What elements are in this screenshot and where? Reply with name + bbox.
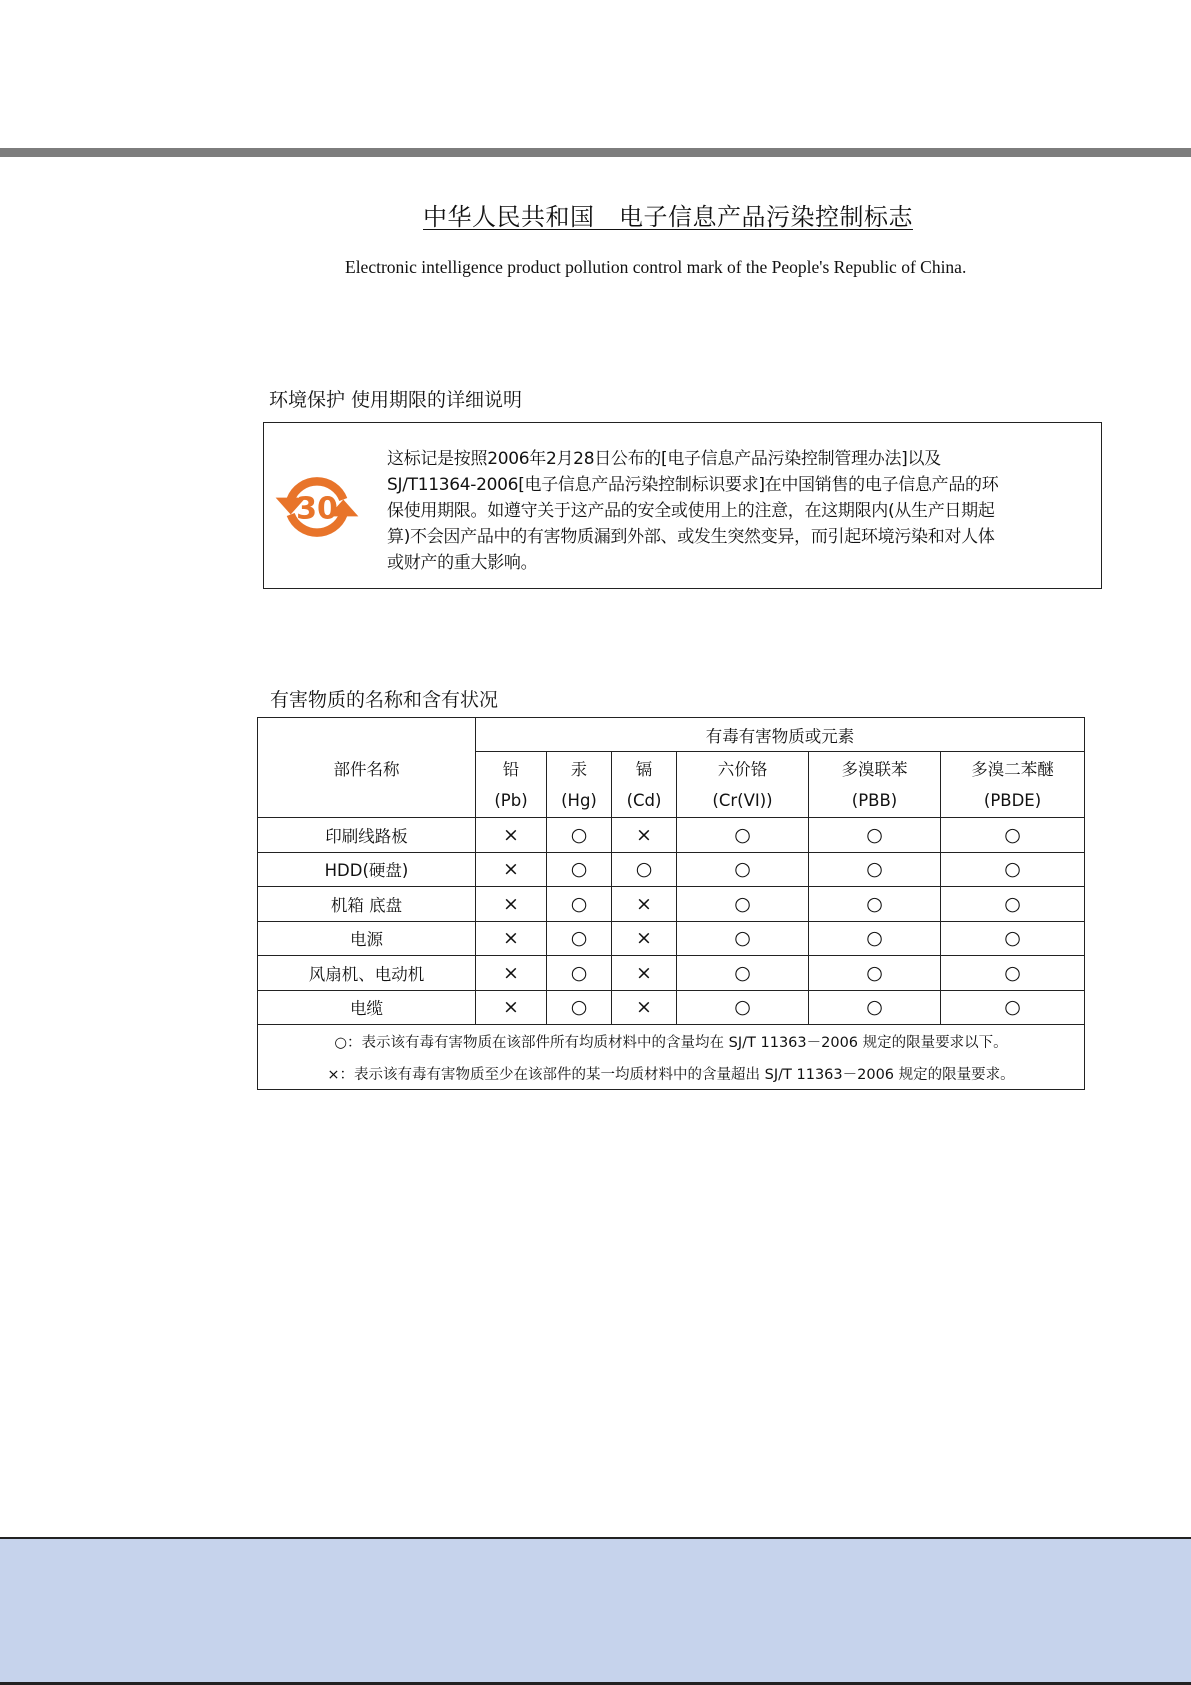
substance-symbol-header: (Pb) — [476, 784, 547, 818]
table-row — [258, 921, 1085, 956]
hazardous-substances-table — [257, 717, 1085, 1090]
substance-symbol-header: (Hg) — [547, 784, 612, 818]
substance-status-cell: ○ — [547, 921, 612, 956]
substance-symbol-header: (PBB) — [809, 784, 941, 818]
substance-name-header: 汞 — [547, 752, 612, 785]
eco-text-line: 或财产的重大影响。 — [387, 553, 538, 573]
substance-status-cell: ○ — [677, 887, 809, 922]
substance-status-cell: × — [612, 818, 677, 853]
part-name-cell: HDD(硬盘) — [258, 852, 476, 887]
substance-status-cell: ○ — [941, 887, 1085, 922]
substance-status-cell: × — [612, 990, 677, 1025]
substance-status-cell: × — [476, 818, 547, 853]
substance-name-header: 镉 — [612, 752, 677, 785]
substance-status-cell: ○ — [809, 921, 941, 956]
substance-status-cell: ○ — [547, 852, 612, 887]
substance-name-header: 多溴二苯醚 — [941, 752, 1085, 785]
substance-status-cell: ○ — [612, 852, 677, 887]
substance-status-cell: ○ — [941, 921, 1085, 956]
substance-status-cell: ○ — [941, 818, 1085, 853]
legend-note-circle: ○：表示该有毒有害物质在该部件所有均质材料中的含量均在 SJ/T 11363－2006 规定的限量要求以下。 — [258, 1025, 1085, 1058]
eco-usage-period-box — [263, 422, 1102, 589]
substance-name-header: 多溴联苯 — [809, 752, 941, 785]
substance-status-cell: × — [612, 956, 677, 991]
page-subtitle: Electronic intelligence product pollution control mark of the People's Republic of China. — [345, 257, 967, 277]
substance-status-cell: ○ — [677, 990, 809, 1025]
table-row — [258, 956, 1085, 991]
table-row — [258, 818, 1085, 853]
substance-group-header: 有毒有害物质或元素 — [476, 718, 1085, 752]
part-name-cell: 印刷线路板 — [258, 818, 476, 853]
substance-status-cell: × — [476, 887, 547, 922]
substance-name-header: 六价铬 — [677, 752, 809, 785]
substance-symbol-header: (Cr(VI)) — [677, 784, 809, 818]
substance-status-cell: × — [476, 852, 547, 887]
substance-status-cell: ○ — [809, 956, 941, 991]
substance-status-cell: ○ — [677, 818, 809, 853]
part-name-cell: 电缆 — [258, 990, 476, 1025]
substance-status-cell: × — [612, 921, 677, 956]
eco-text-line: SJ/T11364-2006[电子信息产品污染控制标识要求]在中国销售的电子信息产品的环 — [387, 475, 999, 495]
substance-status-cell: ○ — [941, 990, 1085, 1025]
part-name-header: 部件名称 — [258, 718, 476, 818]
substance-status-cell: ○ — [809, 887, 941, 922]
substance-status-cell: ○ — [547, 887, 612, 922]
substance-status-cell: ○ — [547, 956, 612, 991]
substance-status-cell: × — [476, 921, 547, 956]
eco-text-line: 这标记是按照2006年2月28日公布的[电子信息产品污染控制管理办法]以及 — [387, 449, 941, 469]
substance-status-cell: ○ — [941, 956, 1085, 991]
substance-status-cell: ○ — [809, 818, 941, 853]
eco-text-line: 算)不会因产品中的有害物质漏到外部、或发生突然变异，而引起环境污染和对人体 — [387, 527, 995, 547]
table-row — [258, 852, 1085, 887]
part-name-cell: 机箱 底盘 — [258, 887, 476, 922]
substance-name-header: 铅 — [476, 752, 547, 785]
substances-section-heading: 有害物质的名称和含有状况 — [270, 689, 499, 711]
substance-symbol-header: (PBDE) — [941, 784, 1085, 818]
eco-description — [387, 446, 1093, 576]
substance-status-cell: × — [476, 990, 547, 1025]
substance-status-cell: ○ — [547, 990, 612, 1025]
eco-text-line: 保使用期限。如遵守关于这产品的安全或使用上的注意，在这期限内(从生产日期起 — [387, 501, 995, 521]
substance-status-cell: ○ — [677, 956, 809, 991]
header-rule — [0, 148, 1191, 157]
page-title: 中华人民共和国 电子信息产品污染控制标志 — [423, 203, 913, 231]
eco-30-logo-icon — [270, 460, 364, 554]
eco-section-heading: 环境保护 使用期限的详细说明 — [269, 389, 523, 411]
table-row — [258, 887, 1085, 922]
part-name-cell: 风扇机、电动机 — [258, 956, 476, 991]
footer-band — [0, 1537, 1191, 1685]
substance-symbol-header: (Cd) — [612, 784, 677, 818]
part-name-cell: 电源 — [258, 921, 476, 956]
substance-status-cell: ○ — [809, 990, 941, 1025]
substance-status-cell: × — [612, 887, 677, 922]
substance-status-cell: × — [476, 956, 547, 991]
logo-number: 30 — [296, 491, 338, 527]
table-row — [258, 990, 1085, 1025]
substance-status-cell: ○ — [809, 852, 941, 887]
legend-note-cross: ×：表示该有毒有害物质至少在该部件的某一均质材料中的含量超出 SJ/T 11363－2006 规定的限量要求。 — [258, 1057, 1085, 1090]
substance-status-cell: ○ — [547, 818, 612, 853]
substance-status-cell: ○ — [677, 852, 809, 887]
substance-status-cell: ○ — [941, 852, 1085, 887]
substance-status-cell: ○ — [677, 921, 809, 956]
